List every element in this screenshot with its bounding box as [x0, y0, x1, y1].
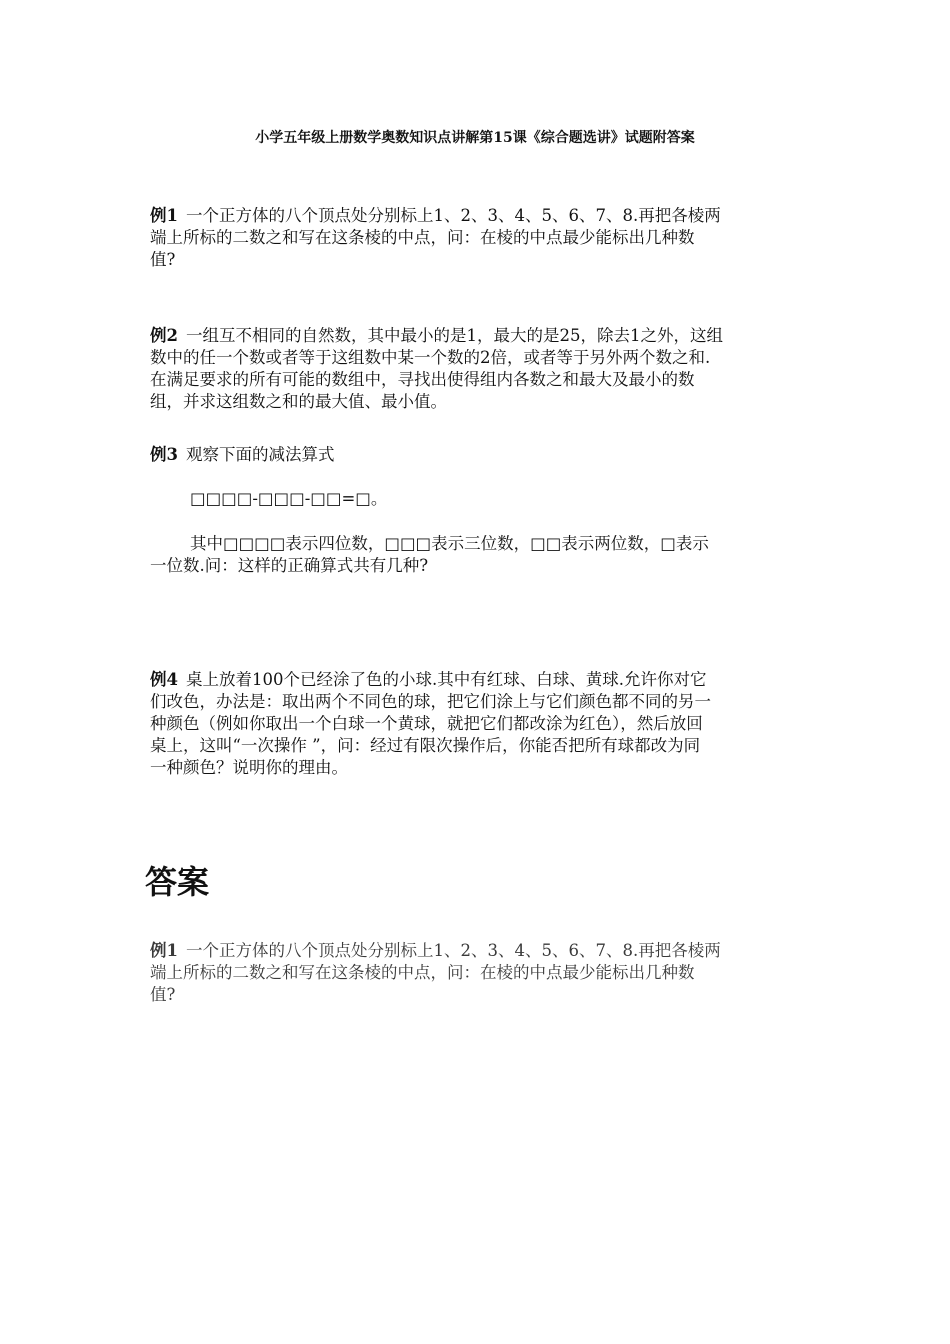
example-4-line-3: 种颜色（例如你取出一个白球一个黄球，就把它们都改涂为红色），然后放回	[150, 714, 703, 733]
example-2-label: 例2	[150, 326, 178, 345]
example-2-line-2: 数中的任一个数或者等于这组数中某一个数的2倍，或者等于另外两个数之和.	[150, 348, 711, 367]
answer-heading: 答案	[145, 863, 210, 901]
example-3-explanation-line-1: 其中□□□□表示四位数，□□□表示三位数，□□表示两位数，□表示	[190, 534, 709, 553]
example-3-line-1: 观察下面的减法算式	[185, 445, 335, 464]
example-3-explanation-line-2: 一位数.问：这样的正确算式共有几种?	[150, 556, 429, 575]
example-3-equation-block	[150, 488, 810, 510]
example-3	[150, 444, 810, 466]
example-1-label: 例1	[150, 206, 178, 225]
example-4-label: 例4	[150, 670, 178, 689]
answer-example-1-line-2: 端上所标的二数之和写在这条棱的中点，问：在棱的中点最少能标出几种数	[150, 963, 695, 982]
example-1-line-2: 端上所标的二数之和写在这条棱的中点，问：在棱的中点最少能标出几种数	[150, 228, 695, 247]
example-2-line-4: 组，并求这组数之和的最大值、最小值。	[150, 392, 447, 411]
example-1-line-1: 一个正方体的八个顶点处分别标上1、2、3、4、5、6、7、8.再把各棱两	[185, 206, 721, 225]
example-3-equation: □□□□-□□□-□□=□。	[190, 489, 388, 508]
example-2	[150, 325, 810, 413]
example-4-line-1: 桌上放着100个已经涂了色的小球.其中有红球、白球、黄球.允许你对它	[185, 670, 707, 689]
example-4-line-2: 们改色，办法是：取出两个不同色的球，把它们涂上与它们颜色都不同的另一	[150, 692, 711, 711]
example-2-line-1: 一组互不相同的自然数，其中最小的是1，最大的是25，除去1之外，这组	[185, 326, 723, 345]
answer-example-1	[150, 940, 810, 1006]
document-title: 小学五年级上册数学奥数知识点讲解第15课《综合题选讲》试题附答案	[255, 130, 695, 146]
example-2-line-3: 在满足要求的所有可能的数组中，寻找出使得组内各数之和最大及最小的数	[150, 370, 695, 389]
example-4	[150, 669, 810, 779]
answer-example-1-line-1: 一个正方体的八个顶点处分别标上1、2、3、4、5、6、7、8.再把各棱两	[185, 941, 721, 960]
example-3-label: 例3	[150, 445, 178, 464]
example-1	[150, 205, 810, 271]
example-4-line-5: 一种颜色？说明你的理由。	[150, 758, 348, 777]
answer-example-1-line-3: 值?	[150, 985, 176, 1004]
answer-example-1-label: 例1	[150, 941, 178, 960]
example-3-explanation	[150, 533, 810, 577]
example-4-line-4: 桌上，这叫“一次操作 ”，问：经过有限次操作后，你能否把所有球都改为同	[150, 736, 701, 755]
example-1-line-3: 值?	[150, 250, 176, 269]
